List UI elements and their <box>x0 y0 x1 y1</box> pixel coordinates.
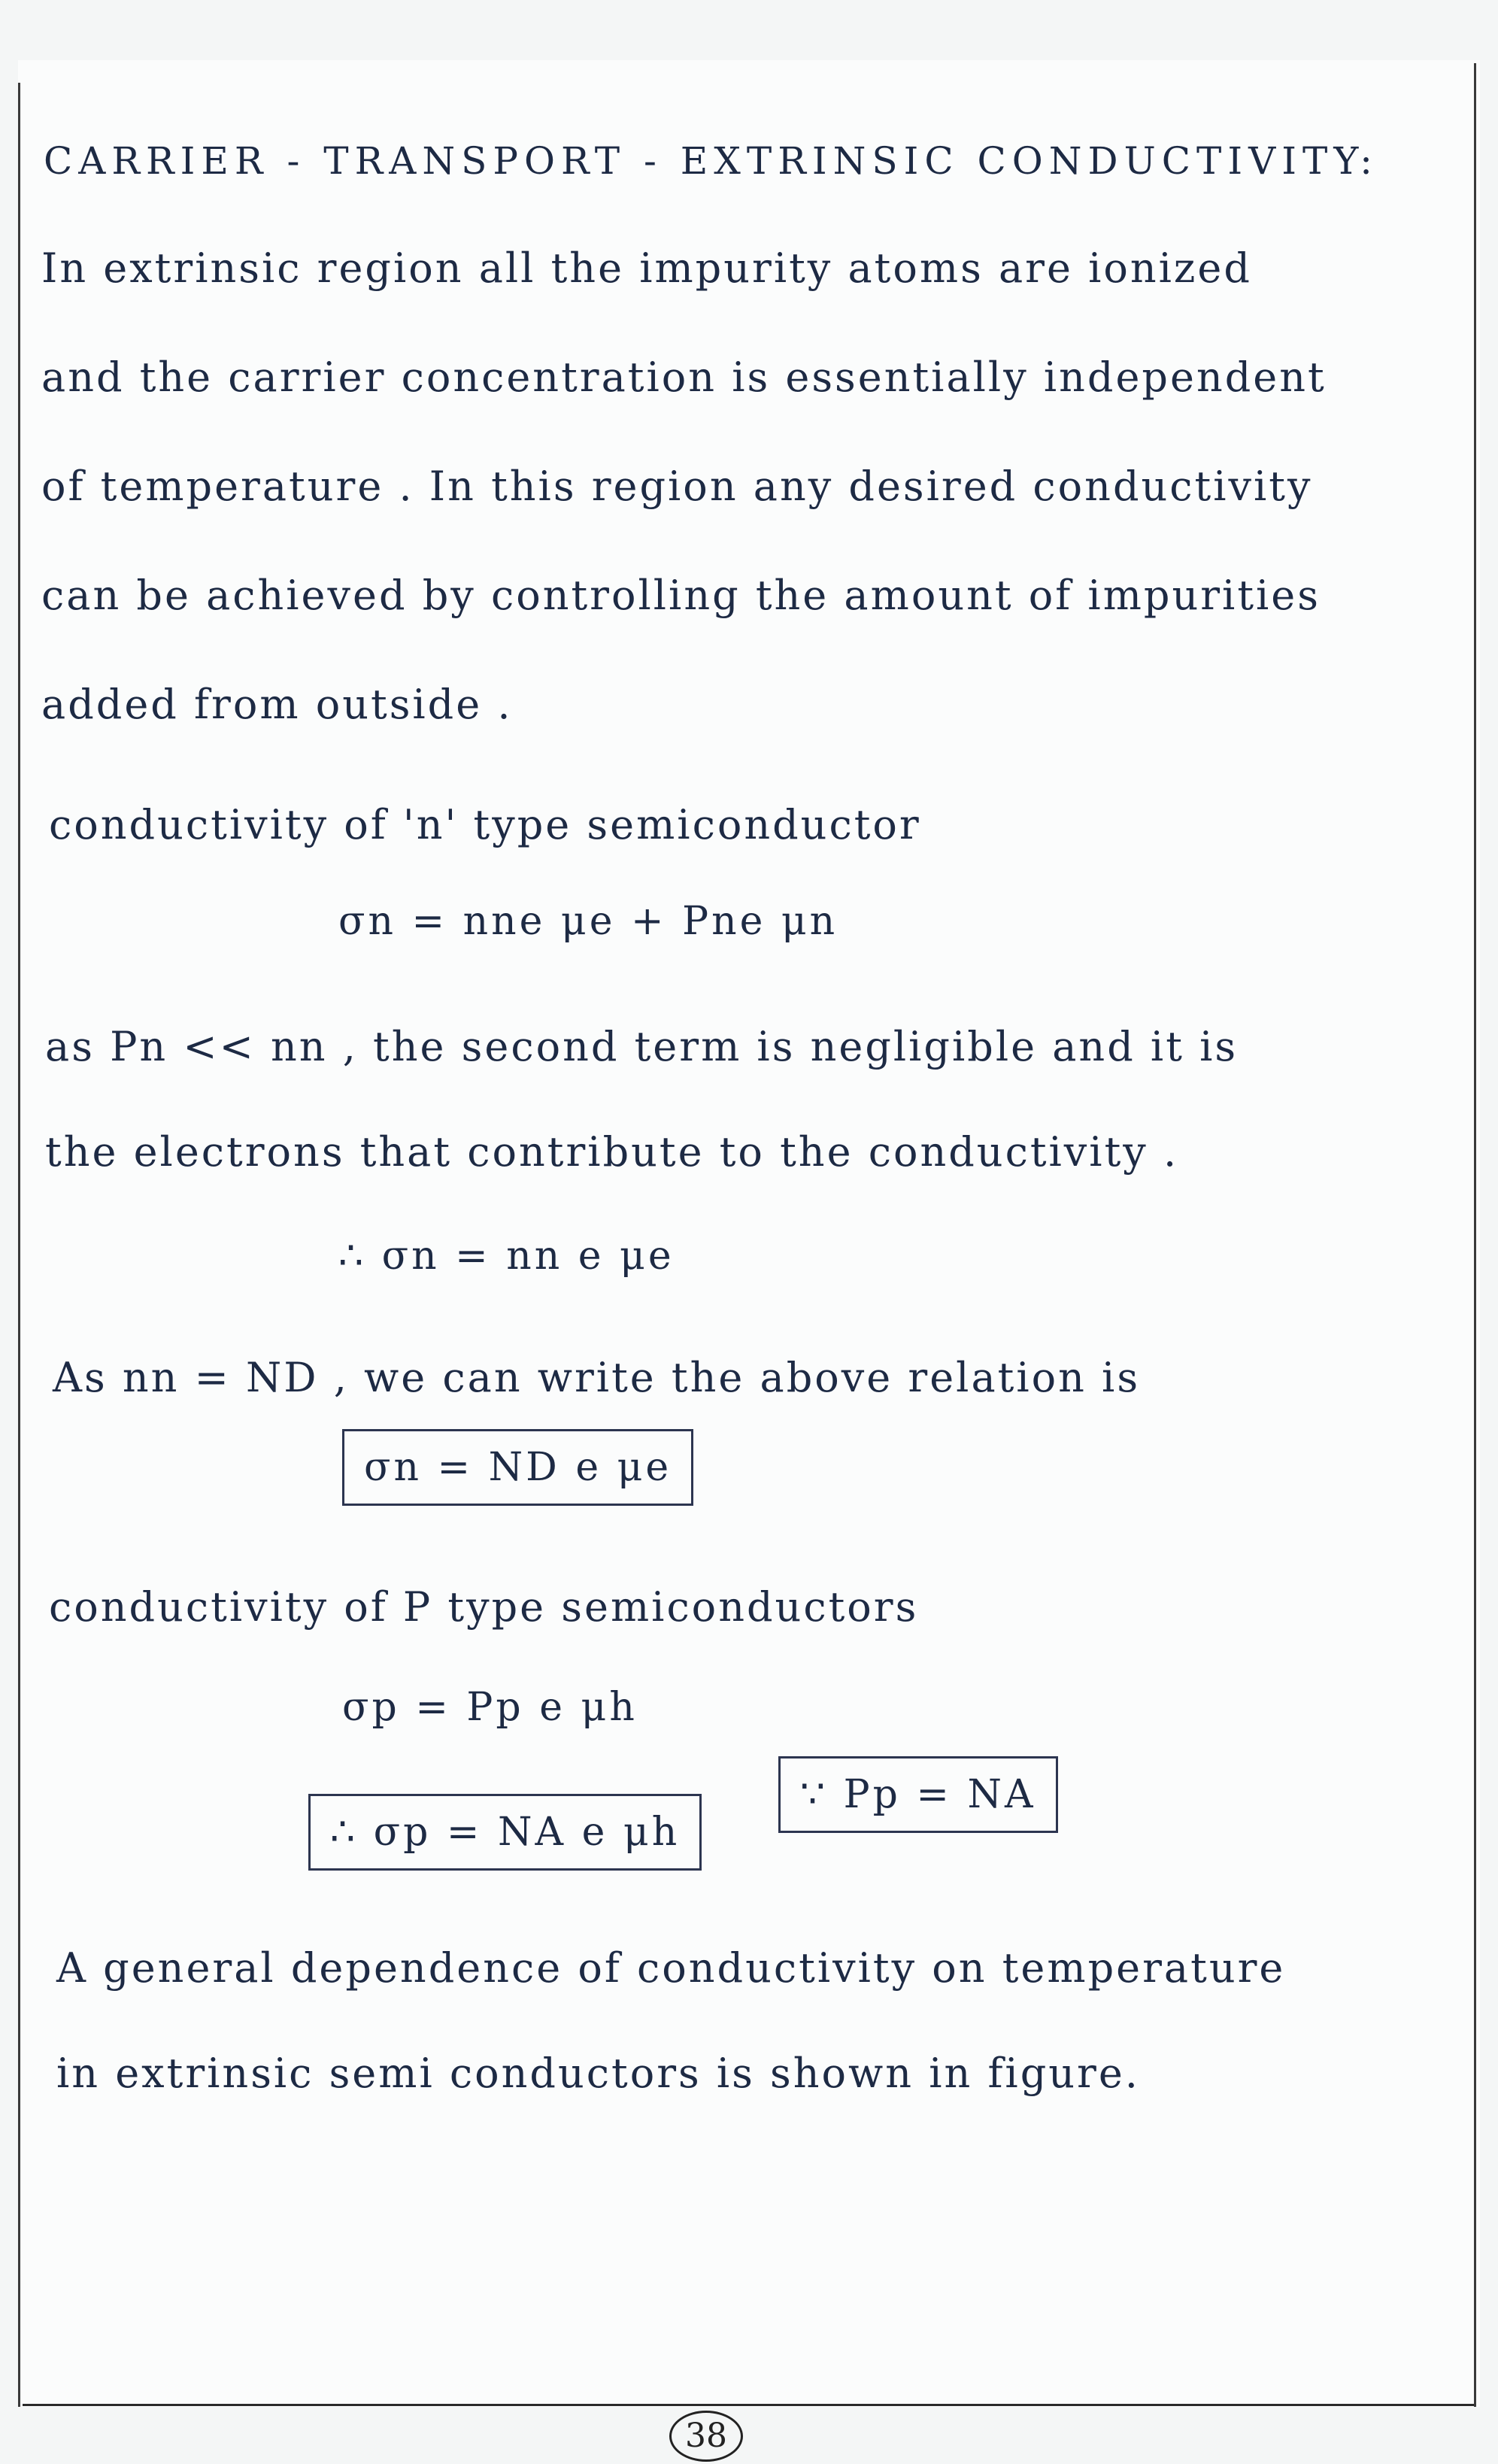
bottom-rule <box>23 2404 1474 2406</box>
page-heading: CARRIER - TRANSPORT - EXTRINSIC CONDUCTIVITY: <box>44 139 1378 183</box>
intro-line-1: In extrinsic region all the impurity atoms are ionized <box>41 244 1252 292</box>
p-type-boxed-equation: ∴ σp = NA e μh <box>308 1794 702 1871</box>
n-type-boxed-equation: σn = ND e μe <box>342 1429 693 1506</box>
left-margin-rule <box>18 83 20 2407</box>
closing-line-2: in extrinsic semi conductors is shown in figure. <box>56 2050 1140 2097</box>
intro-line-3: of temperature . In this region any desired conductivity <box>41 463 1313 510</box>
closing-line-1: A general dependence of conductivity on temperature <box>56 1944 1286 1992</box>
p-type-equation: σp = Pp e μh <box>342 1685 638 1730</box>
p-type-heading: conductivity of P type semiconductors <box>49 1583 919 1631</box>
intro-line-2: and the carrier concentration is essentially independent <box>41 354 1327 401</box>
intro-line-4: can be achieved by controlling the amount of impurities <box>41 572 1321 619</box>
intro-line-5: added from outside . <box>41 681 513 728</box>
page-number: 38 <box>669 2411 743 2462</box>
right-margin-rule <box>1474 63 1476 2407</box>
n-type-result: ∴ σn = nn e μe <box>338 1234 675 1279</box>
n-type-line-2: the electrons that contribute to the conductivity . <box>45 1128 1179 1176</box>
n-type-line-3: As nn = ND , we can write the above relation is <box>53 1354 1141 1401</box>
p-type-since-box: ∵ Pp = NA <box>778 1756 1058 1833</box>
n-type-equation: σn = nne μe + Pne μn <box>338 899 838 944</box>
n-type-heading: conductivity of 'n' type semiconductor <box>49 801 921 848</box>
n-type-line-1: as Pn << nn , the second term is negligible and it is <box>45 1023 1239 1070</box>
